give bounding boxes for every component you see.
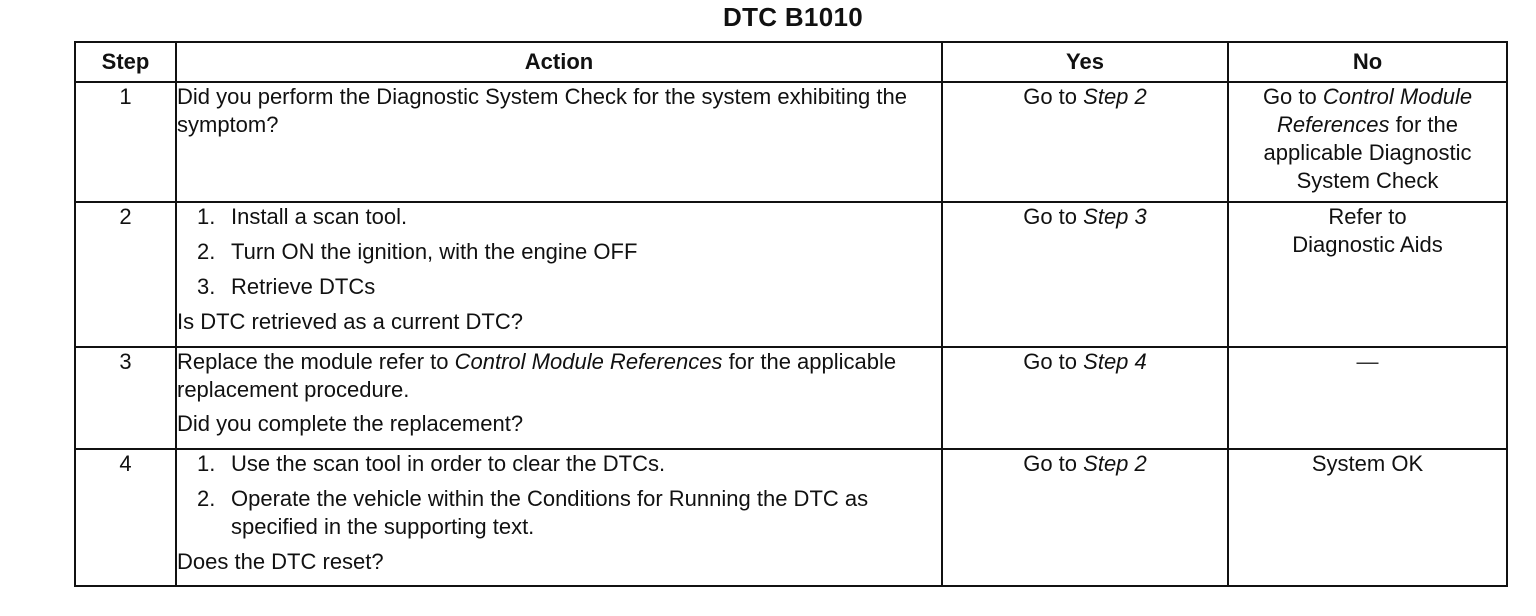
table-row xyxy=(75,82,1507,202)
step-number: 1 xyxy=(75,82,176,202)
list-item-number: 3. xyxy=(197,274,216,299)
yes-step-ref: Step 3 xyxy=(1083,204,1147,229)
list-item xyxy=(197,450,941,478)
yes-prefix: Go to xyxy=(1023,451,1078,476)
action-cell xyxy=(176,82,942,202)
list-item-number: 1. xyxy=(197,451,216,476)
list-item-text: Install a scan tool. xyxy=(231,204,408,229)
step-number: 2 xyxy=(75,202,176,347)
column-header-step: Step xyxy=(75,42,176,82)
table-row xyxy=(75,347,1507,449)
yes-prefix: Go to xyxy=(1023,84,1078,109)
no-cell xyxy=(1228,202,1507,347)
list-item xyxy=(197,238,941,266)
action-suffix: for the applicable replacement procedure. xyxy=(177,349,897,402)
action-text: Did you perform the Diagnostic System Check for the system exhibiting the symptom? xyxy=(177,84,907,137)
action-question: Is DTC retrieved as a current DTC? xyxy=(177,309,523,334)
list-item-number: 2. xyxy=(197,486,216,511)
no-cell xyxy=(1228,449,1507,586)
no-text: System OK xyxy=(1311,451,1424,476)
step-number: 4 xyxy=(75,449,176,586)
yes-cell xyxy=(942,82,1228,202)
action-paragraph xyxy=(177,348,941,404)
column-header-no: No xyxy=(1228,42,1507,82)
no-cell xyxy=(1228,82,1507,202)
list-item-text: Use the scan tool in order to clear the DTCs. xyxy=(231,451,666,476)
yes-step-ref: Step 2 xyxy=(1083,84,1147,109)
yes-prefix: Go to xyxy=(1023,204,1078,229)
no-cell xyxy=(1228,347,1507,449)
action-prefix: Replace the module refer to xyxy=(177,349,449,374)
list-item xyxy=(197,485,941,541)
list-item-text: Operate the vehicle within the Conditions for Running the DTC as specified in the supporting text. xyxy=(231,486,869,539)
no-suffix: for the applicable Diagnostic System Check xyxy=(1263,112,1472,193)
yes-cell xyxy=(942,449,1228,586)
action-list xyxy=(177,450,941,541)
action-reference: Control Module References xyxy=(454,349,723,374)
action-cell xyxy=(176,449,942,586)
table-header-row xyxy=(75,42,1507,82)
action-cell xyxy=(176,202,942,347)
yes-prefix: Go to xyxy=(1023,349,1078,374)
list-item xyxy=(197,273,941,301)
list-item-number: 2. xyxy=(197,239,216,264)
action-question: Did you complete the replacement? xyxy=(177,411,524,436)
yes-step-ref: Step 4 xyxy=(1083,349,1147,374)
no-reference: Control Module References xyxy=(1276,84,1473,137)
yes-step-ref: Step 2 xyxy=(1083,451,1147,476)
table-row xyxy=(75,449,1507,586)
no-prefix: Go to xyxy=(1262,84,1317,109)
list-item-text: Retrieve DTCs xyxy=(231,274,376,299)
list-item-text: Turn ON the ignition, with the engine OFF xyxy=(231,239,638,264)
action-list xyxy=(177,203,941,301)
page-title: DTC B1010 xyxy=(723,2,863,32)
action-cell xyxy=(176,347,942,449)
step-number: 3 xyxy=(75,347,176,449)
yes-cell xyxy=(942,202,1228,347)
list-item-number: 1. xyxy=(197,204,216,229)
yes-cell xyxy=(942,347,1228,449)
column-header-action: Action xyxy=(176,42,942,82)
action-question: Does the DTC reset? xyxy=(177,549,384,574)
table-row xyxy=(75,202,1507,347)
no-dash: — xyxy=(1356,349,1379,374)
no-text: Refer to Diagnostic Aids xyxy=(1292,204,1443,257)
column-header-yes: Yes xyxy=(942,42,1228,82)
diagnostic-table xyxy=(74,41,1508,587)
list-item xyxy=(197,203,941,231)
